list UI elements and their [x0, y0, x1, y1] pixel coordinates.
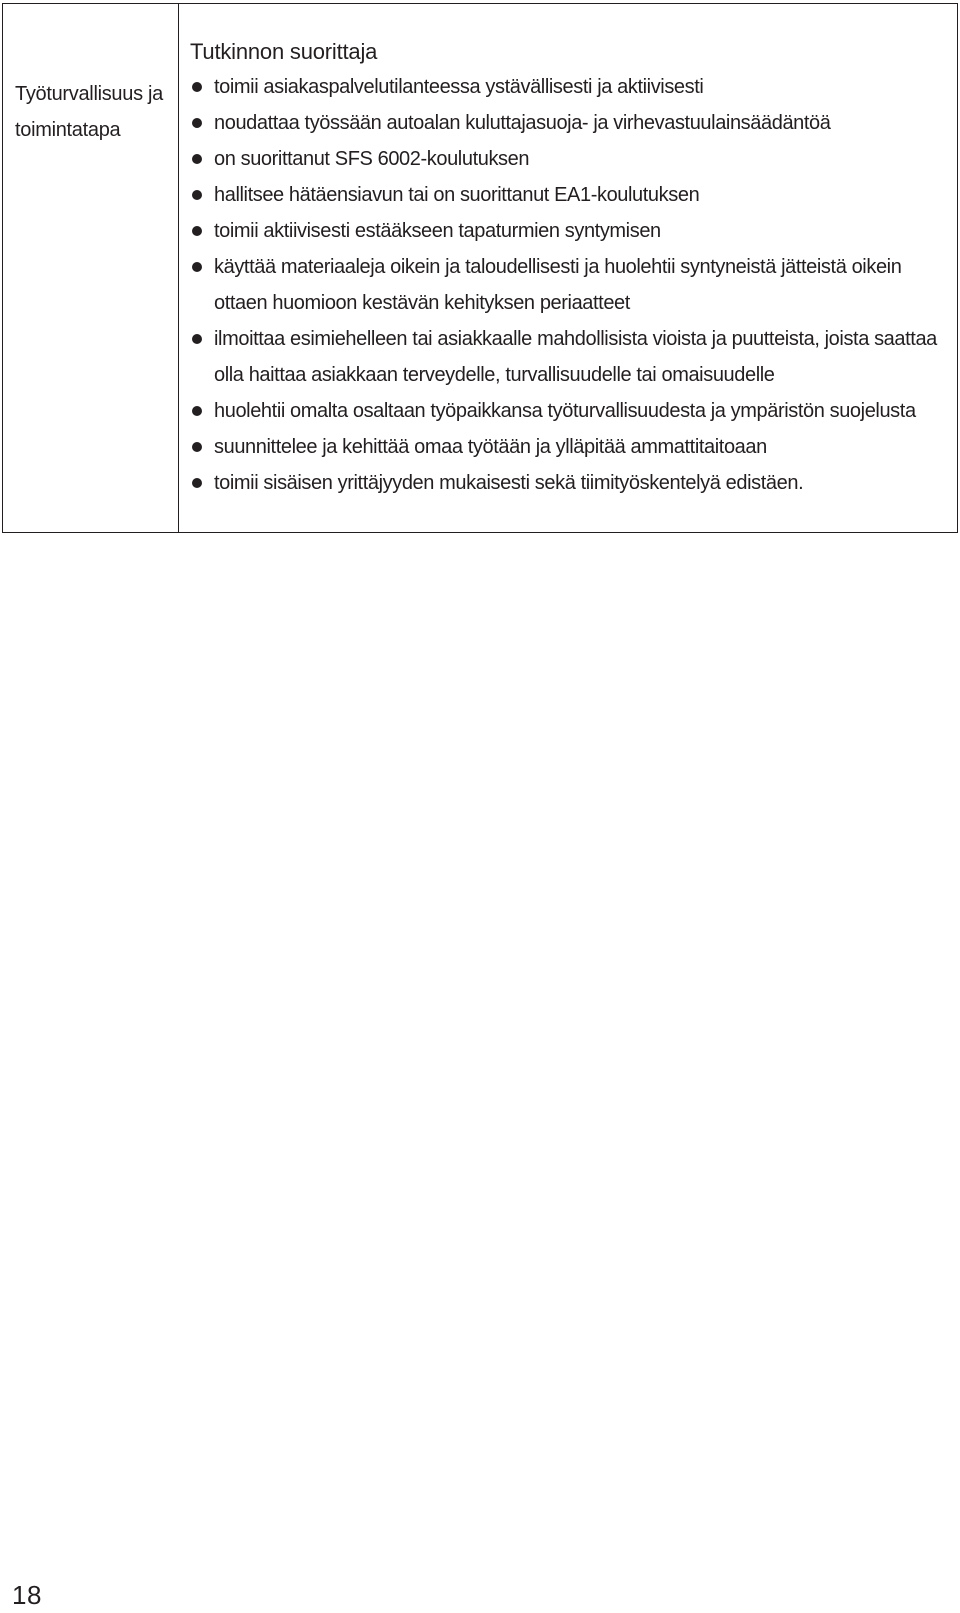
list-item: [190, 141, 947, 177]
list-item-text: toimii sisäisen yrittäjyyden mukaisesti sekä tiimityöskentelyä edistäen.: [214, 472, 804, 494]
list-item: [190, 177, 947, 213]
bullet-icon: [192, 226, 202, 236]
list-item-text: hallitsee hätäensiavun tai on suorittanut EA1-koulutuksen: [214, 184, 700, 206]
list-item-text: käyttää materiaaleja oikein ja taloudellisesti ja huolehtii syntyneistä jätteistä oikein ottaen huomioon kestävän kehityksen periaatteet: [214, 256, 902, 314]
list-item: [190, 393, 947, 429]
criteria-content-cell: [179, 4, 957, 532]
list-item: [190, 321, 947, 393]
bullet-icon: [192, 478, 202, 488]
list-item-text: noudattaa työssään autoalan kuluttajasuoja- ja virhevastuulainsäädäntöä: [214, 112, 831, 134]
bullet-icon: [192, 406, 202, 416]
bullet-icon: [192, 442, 202, 452]
bullet-icon: [192, 190, 202, 200]
criteria-label-line-1: Työturvallisuus ja: [15, 83, 163, 105]
list-item-text: ilmoittaa esimiehelleen tai asiakkaalle mahdollisista vioista ja puutteista, joista saattaa olla haittaa asiakkaan terveydelle, turvallisuudelle tai omaisuudelle: [214, 328, 937, 386]
bullet-icon: [192, 82, 202, 92]
criteria-label-cell: [3, 4, 179, 532]
list-item-text: toimii asiakaspalvelutilanteessa ystävällisesti ja aktiivisesti: [214, 76, 704, 98]
list-item: [190, 465, 947, 501]
bullet-icon: [192, 118, 202, 128]
list-item-text: toimii aktiivisesti estääkseen tapaturmien syntymisen: [214, 220, 661, 242]
list-item: [190, 213, 947, 249]
bullet-icon: [192, 154, 202, 164]
bullet-icon: [192, 262, 202, 272]
list-item: [190, 429, 947, 465]
list-item: [190, 69, 947, 105]
section-heading: Tutkinnon suorittaja: [190, 39, 378, 64]
list-item-text: huolehtii omalta osaltaan työpaikkansa työturvallisuudesta ja ympäristön suojelusta: [214, 400, 916, 422]
page-number: 18: [12, 1580, 42, 1610]
criteria-bullet-list: [190, 69, 947, 501]
list-item-text: suunnittelee ja kehittää omaa työtään ja ylläpitää ammattitaitoaan: [214, 436, 767, 458]
list-item-text: on suorittanut SFS 6002-koulutuksen: [214, 148, 530, 170]
list-item: [190, 105, 947, 141]
criteria-label-line-2: toimintatapa: [15, 119, 121, 141]
criteria-table: [2, 3, 958, 533]
bullet-icon: [192, 334, 202, 344]
list-item: [190, 249, 947, 321]
